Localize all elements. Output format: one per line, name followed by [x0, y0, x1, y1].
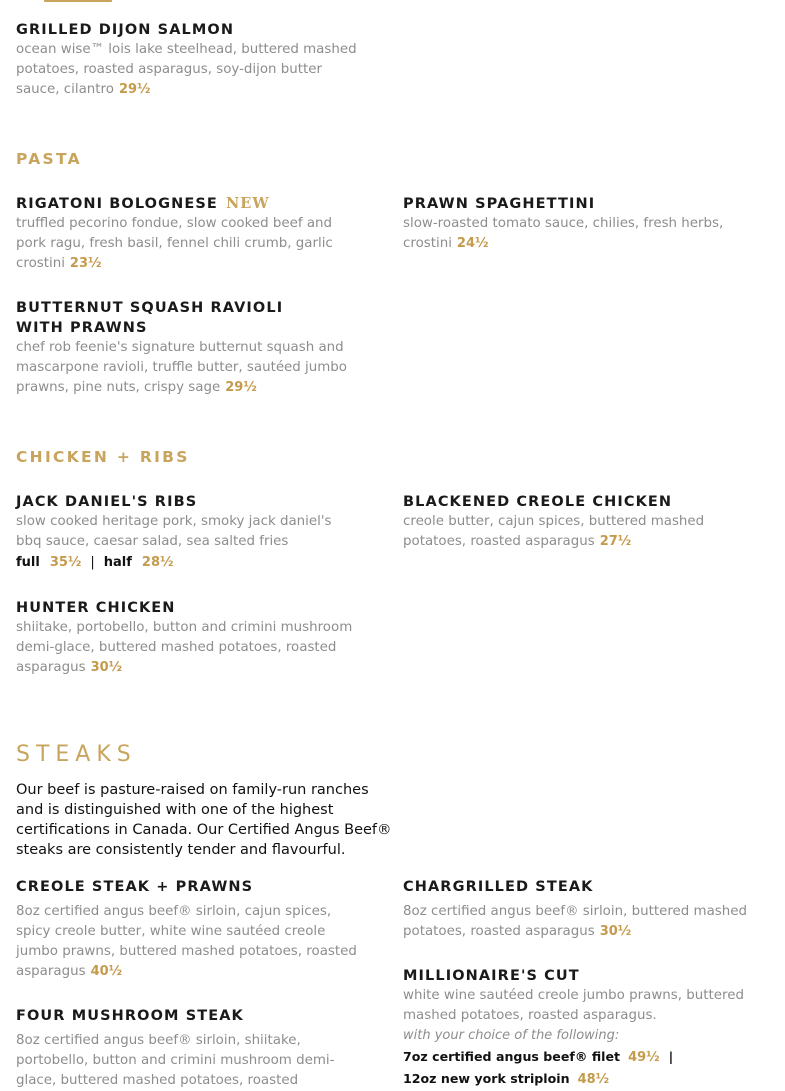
option-filet-price: 49½ [628, 1050, 660, 1065]
separator: | [668, 1049, 674, 1064]
menu-item-hunter-chicken [16, 598, 361, 678]
item-description: chef rob feenie's signature butternut squash and mascarpone ravioli, truffle butter, sautéed jumbo prawns, pine nuts, crispy sage 29½ [16, 340, 347, 395]
item-description: 8oz certified angus beef® sirloin, cajun spices, spicy creole butter, white wine sautéed creole jumbo prawns, buttered mashed potatoes, roasted asparagus 40½ [16, 904, 357, 979]
menu-item-millionaires-cut [403, 966, 748, 1090]
section-title-chicken-ribs: CHICKEN + RIBS [16, 448, 190, 466]
item-name: HUNTER CHICKEN [16, 600, 176, 616]
item-description: white wine sautéed creole jumbo prawns, buttered mashed potatoes, roasted asparagus. [403, 988, 744, 1023]
menu-item-jack-daniels-ribs [16, 492, 361, 574]
menu-item-butternut-squash-ravioli [16, 298, 361, 398]
item-price: 30½ [599, 924, 632, 939]
item-price: 24½ [456, 236, 489, 251]
menu-item-grilled-dijon-salmon [16, 20, 361, 100]
item-description: shiitake, portobello, button and crimini mushroom demi-glace, buttered mashed potatoes, roasted asparagus 30½ [16, 620, 353, 675]
item-price: 29½ [118, 82, 151, 97]
item-name: CREOLE STEAK + PRAWNS [16, 879, 254, 895]
item-name: JACK DANIEL'S RIBS [16, 494, 198, 510]
half-label: half [103, 555, 132, 570]
item-name: MILLIONAIRE'S CUT [403, 968, 580, 984]
menu-item-rigatoni-bolognese [16, 194, 361, 274]
item-description: 8oz certified angus beef® sirloin, buttered mashed potatoes, roasted asparagus 30½ [403, 904, 747, 939]
option-striploin: 12oz new york striploin 48½ [403, 1071, 610, 1087]
item-name: BUTTERNUT SQUASH RAVIOLI [16, 300, 284, 316]
option-striploin-price: 48½ [577, 1072, 610, 1087]
item-price: 29½ [225, 380, 257, 395]
separator: | [90, 555, 95, 570]
half-price: 28½ [141, 555, 174, 570]
section-title-pasta: PASTA [16, 150, 82, 168]
item-description: slow-roasted tomato sauce, chilies, fresh herbs, crostini 24½ [403, 216, 724, 251]
item-description: truffled pecorino fondue, slow cooked beef and pork ragu, fresh basil, fennel chili crumb, garlic crostini 23½ [16, 216, 333, 271]
steaks-intro: Our beef is pasture-raised on family-run ranches and is distinguished with one of the highest certifications in Canada. Our Certified Angus Beef® steaks are consistently tender and flavourful. [16, 782, 392, 858]
item-description: ocean wise™ lois lake steelhead, buttered mashed potatoes, roasted asparagus, soy-dijon butter sauce, cilantro 29½ [16, 42, 357, 97]
portion-sizes [16, 552, 361, 574]
full-label: full [16, 555, 40, 570]
item-price: 30½ [90, 660, 123, 675]
item-name: PRAWN SPAGHETTINI [403, 196, 596, 212]
item-name-line2: WITH PRAWNS [16, 320, 148, 336]
menu-item-prawn-spaghettini [403, 194, 748, 254]
item-name: BLACKENED CREOLE CHICKEN [403, 494, 673, 510]
option-filet: 7oz certified angus beef® filet 49½ | [403, 1049, 674, 1065]
section-title-steaks: STEAKS [16, 742, 137, 767]
item-description: creole butter, cajun spices, buttered mashed potatoes, roasted asparagus 27½ [403, 514, 705, 549]
item-description: 8oz certified angus beef® sirloin, shiitake, portobello, button and crimini mushroom demi-glace, buttered mashed potatoes, roasted [16, 1033, 335, 1088]
item-price: 27½ [599, 534, 632, 549]
cut-off-heading [44, 0, 112, 2]
choice-note: with your choice of the following: [403, 1028, 620, 1043]
menu-item-creole-steak-prawns [16, 877, 361, 982]
item-price: 40½ [90, 964, 123, 979]
item-name: FOUR MUSHROOM STEAK [16, 1008, 244, 1024]
full-price: 35½ [49, 555, 82, 570]
item-name: GRILLED DIJON SALMON [16, 22, 235, 38]
item-name: CHARGRILLED STEAK [403, 879, 594, 895]
menu-item-chargrilled-steak [403, 877, 748, 942]
item-price: 23½ [69, 256, 102, 271]
item-description: slow cooked heritage pork, smoky jack daniel's bbq sauce, caesar salad, sea salted fries [16, 514, 332, 549]
menu-item-blackened-creole-chicken [403, 492, 748, 552]
menu-item-four-mushroom-steak [16, 1006, 361, 1091]
item-name: RIGATONI BOLOGNESE NEW [16, 195, 270, 212]
new-badge: NEW [226, 195, 270, 212]
